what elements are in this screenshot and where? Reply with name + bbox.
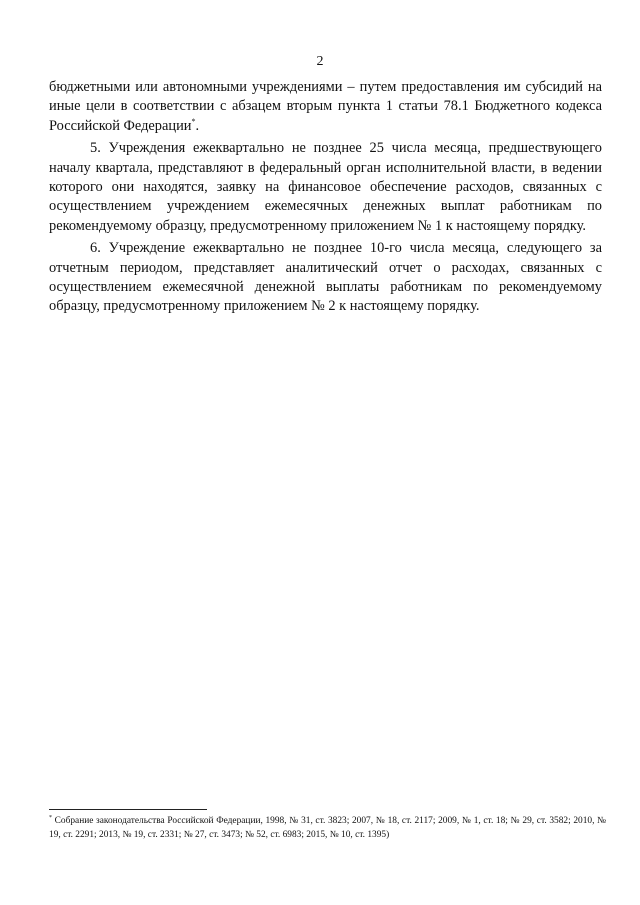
footnote-mark: * <box>49 814 52 821</box>
page-number: 2 <box>316 54 324 69</box>
paragraph-continuation-end: . <box>195 117 200 134</box>
footnote-reference-mark: * <box>191 117 196 127</box>
document-body <box>49 78 602 320</box>
paragraph-continuation-text: бюджетными или автономными учреждениями – путем предоставления им субсидий на иные цели в соответствии с абзацем вторым пункта 1 статьи 78.1 Бюджетного кодекса Российской Федерации <box>49 79 602 134</box>
paragraph-item-5: 5. Учреждения ежеквартально не позднее 25 числа месяца, предшествующего началу квартала, представляют в федеральный орган исполнительной власти, в ведении которого они находятся, заявку на финансовое обеспечение расходов, связанных с осуществлением учреждением ежемесячных денежных выплат работникам по рекомендуемому образцу, предусмотренному приложением № 1 к настоящему порядку. <box>49 140 602 234</box>
footnote-paragraph <box>49 814 606 842</box>
footnote-divider <box>49 809 207 810</box>
footnote-text: Собрание законодательства Российской Федерации, 1998, № 31, ст. 3823; 2007, № 18, ст. 2117; 2009, № 1, ст. 18; № 29, ст. 3582; 2010, № 19, ст. 2291; 2013, № 19, ст. 2331; № 27, ст. 3473; № 52, ст. 6983; 2015, № 10, ст. 1395) <box>49 816 606 840</box>
footnote <box>49 814 606 842</box>
paragraph-item-6: 6. Учреждение ежеквартально не позднее 10-го числа месяца, следующего за отчетным периодом, представляет аналитический отчет о расходах, связанных с осуществлением ежемесячной денежной выплаты работникам по рекомендуемому образцу, предусмотренному приложением № 2 к настоящему порядку. <box>49 240 602 315</box>
paragraph-continuation <box>49 78 602 136</box>
